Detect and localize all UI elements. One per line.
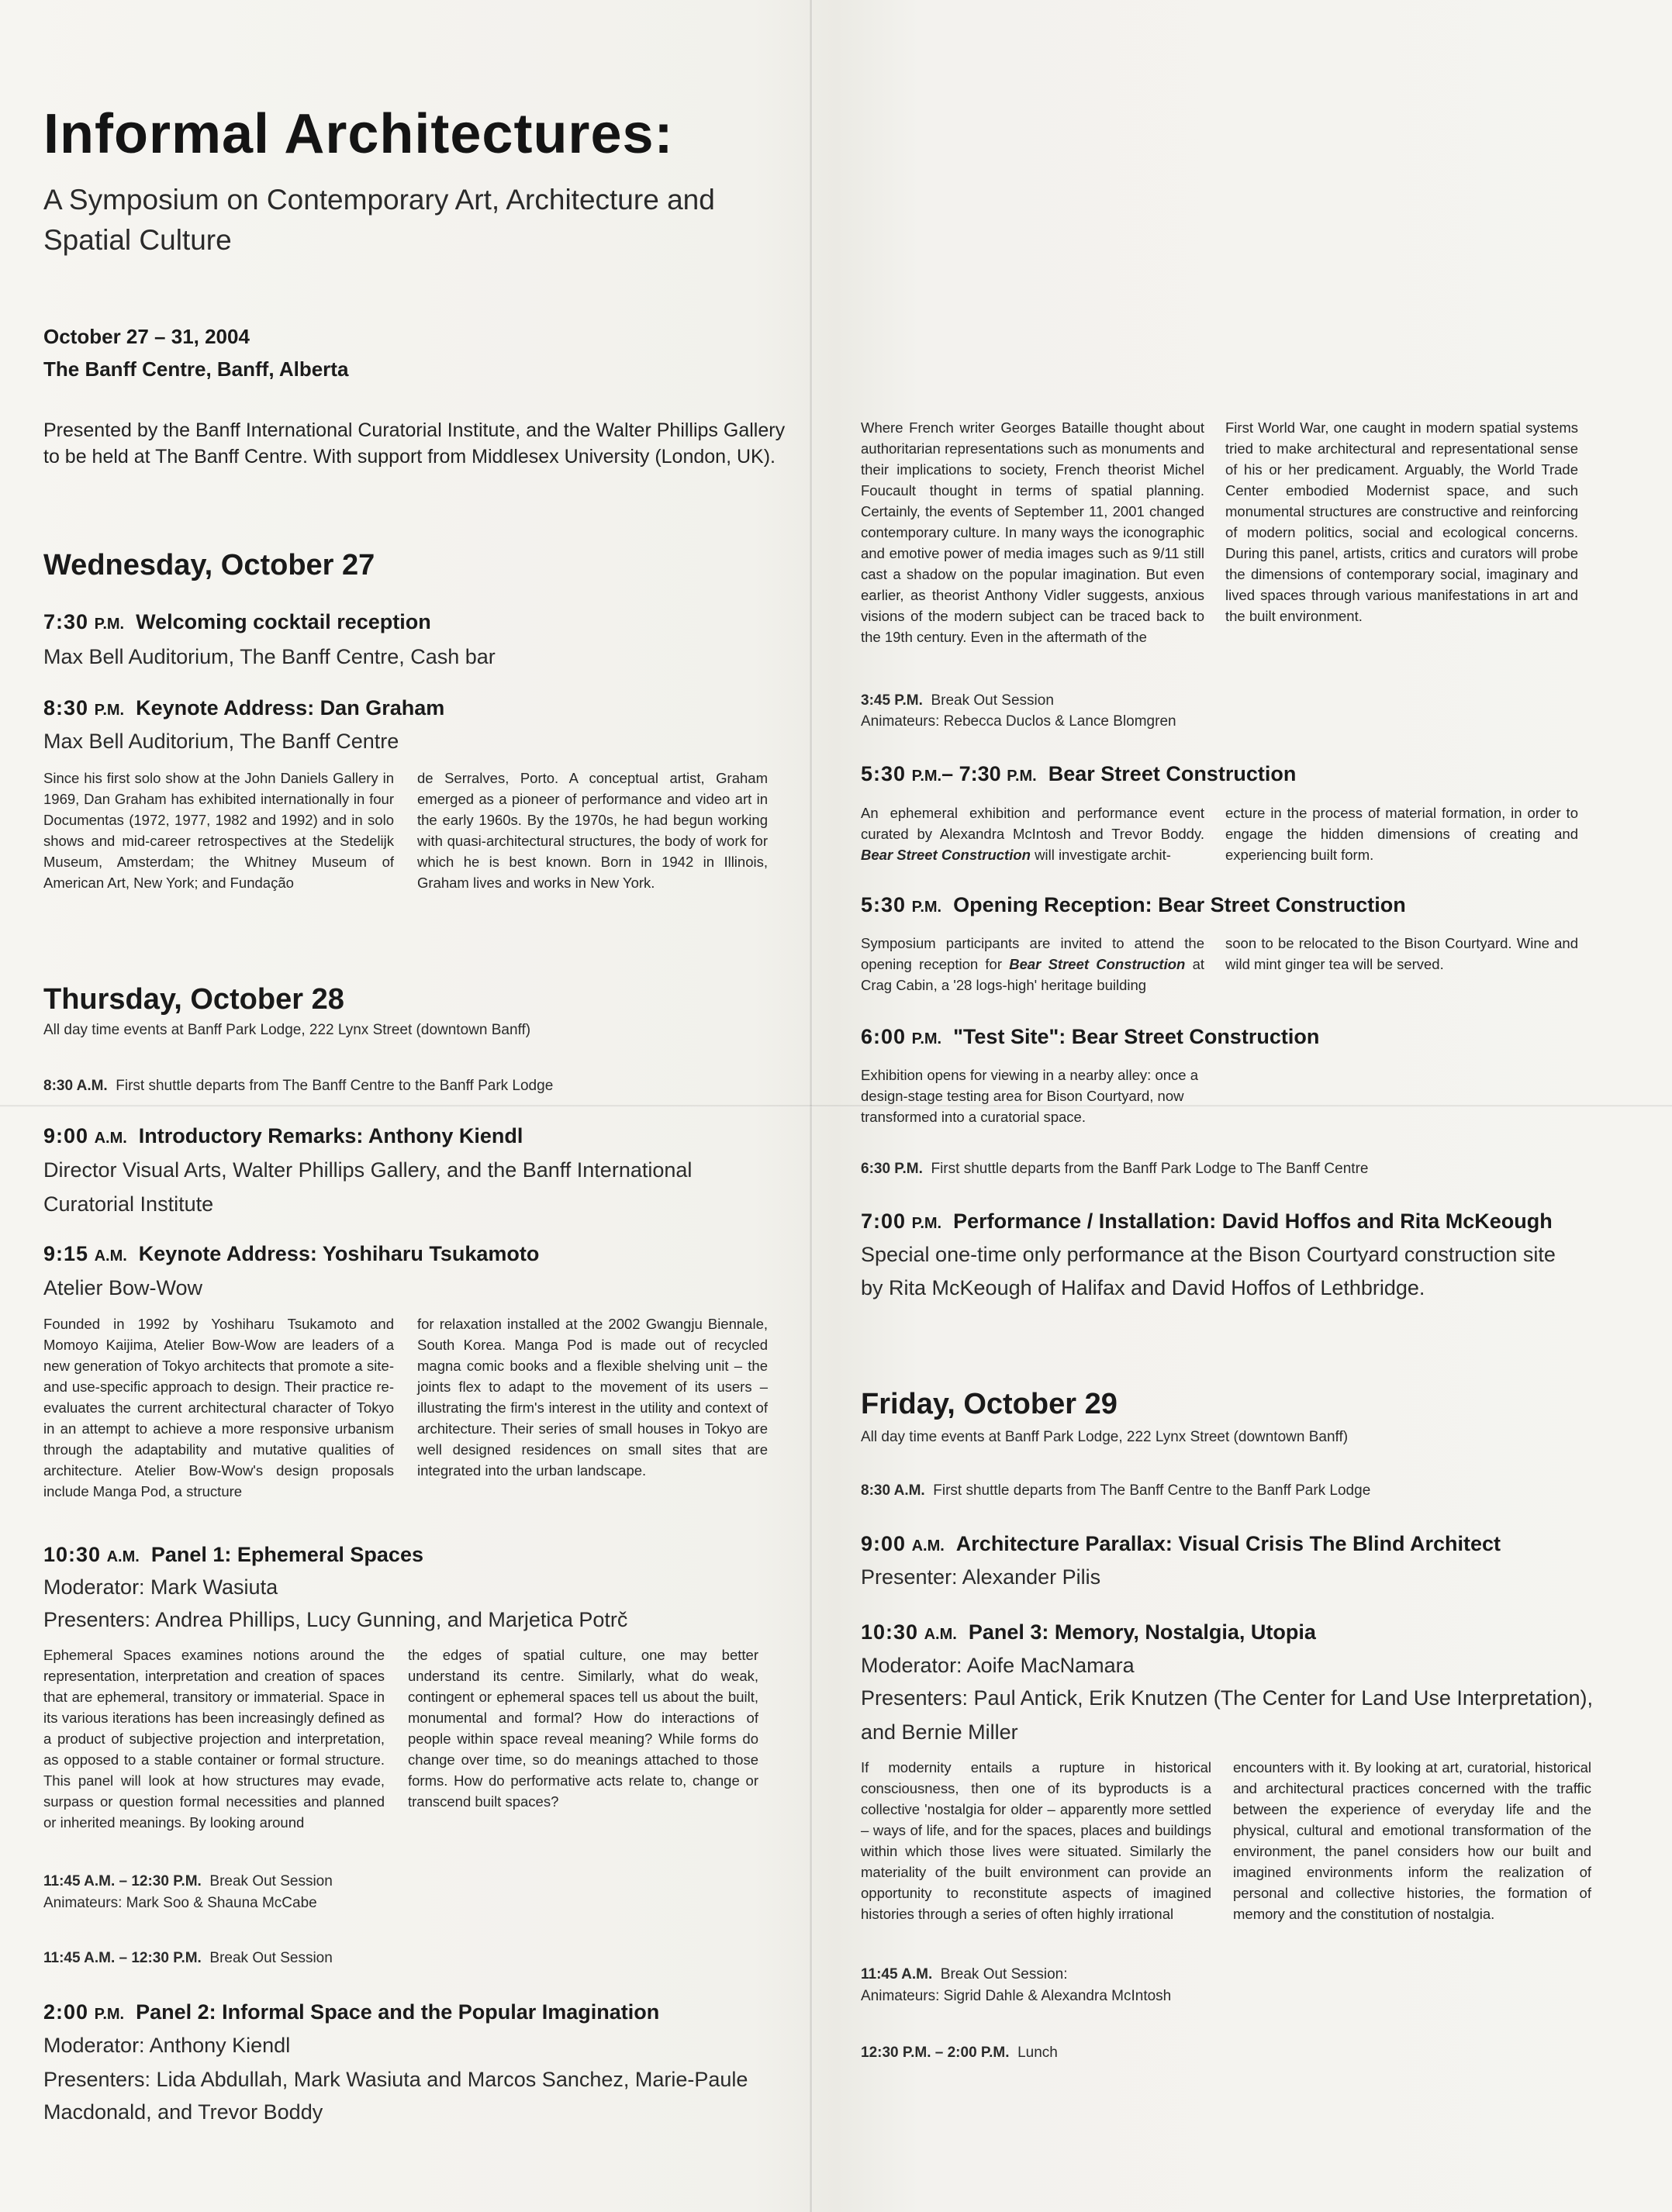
event-presenters: and Bernie Miller: [861, 1720, 1018, 1744]
event-title: 9:00 A.M. Architecture Parallax: Visual Crisis The Blind Architect: [861, 1532, 1501, 1555]
event-title: 10:30 A.M. Panel 1: Ephemeral Spaces: [43, 1543, 423, 1566]
event-description-left: Symposium participants are invited to attend the opening reception for Bear Street Construction at Crag Cabin, a '28 logs-high' heritage building: [861, 935, 1205, 993]
poster-subtitle: A Symposium on Contemporary Art, Architecture and Spatial Culture: [43, 184, 715, 256]
breakout-animateurs: Animateurs: Rebecca Duclos & Lance Blomgren: [861, 713, 1176, 730]
event-venue: The Banff Centre, Banff, Alberta: [43, 357, 349, 381]
event-detail: Director Visual Arts, Walter Phillips Gallery, and the Banff International: [43, 1158, 693, 1182]
shuttle-note: 8:30 A.M. First shuttle departs from The Banff Centre to the Banff Park Lodge: [43, 1078, 554, 1094]
event-description-left: Founded in 1992 by Yoshiharu Tsukamoto and Momoyo Kaijima, Atelier Bow-Wow are leaders of a new generation of Tokyo architects that promote a site-and use-specific approach to design. Their practice re-evaluates the current architectural character of Tokyo in an attempt to achieve a more responsive urbanism through the adaptability and mutative qualities of architecture. Atelier Bow-Wow's design proposals include Manga Pod, a structure: [43, 1316, 394, 1499]
event-title: 7:30 P.M. Welcoming cocktail reception: [43, 610, 431, 633]
event-moderator: Moderator: Aoife MacNamara: [861, 1654, 1135, 1677]
breakout-session: 11:45 A.M. – 12:30 P.M. Break Out Session: [43, 1873, 333, 1889]
event-presenters: Presenters: Andrea Phillips, Lucy Gunning, and Marjetica Potrč: [43, 1608, 628, 1631]
shuttle-note: 6:30 P.M. First shuttle departs from the Banff Park Lodge to The Banff Centre: [861, 1161, 1369, 1177]
breakout-session: 11:45 A.M. – 12:30 P.M. Break Out Session: [43, 1950, 333, 1966]
event-description-right: encounters with it. By looking at art, curatorial, historical and architectural practices concerned with the traffic between the experience of everyday life and the physical, cultural and emotional transformation of the environment, the panel considers how our built and imagined environments inform the realization of personal and collective histories, the formation of memory and the constitution of nostalgia.: [1233, 1759, 1591, 1922]
event-location: Max Bell Auditorium, The Banff Centre: [43, 730, 399, 753]
breakout-animateurs: Animateurs: Sigrid Dahle & Alexandra McIntosh: [861, 1988, 1172, 2004]
event-description-right: for relaxation installed at the 2002 Gwangju Biennale, South Korea. Manga Pod is made out of recycled magna comic books and a flexible shelving unit – the joints flex to adapt to the movement of its users – illustrating the firm's interest in the utility and context of architecture. Their series of small houses in Tokyo are well designed residences on small sites that are integrated into the urban landscape.: [417, 1316, 768, 1479]
presented-by: Presented by the Banff International Curatorial Institute, and the Walter Phillips Gallery to be held at The Banff Centre. With support from Middlesex University (London, UK).: [43, 419, 786, 468]
event-location: Max Bell Auditorium, The Banff Centre, Cash bar: [43, 645, 496, 668]
event-title: 7:00 P.M. Performance / Installation: David Hoffos and Rita McKeough: [861, 1210, 1553, 1233]
day-subheading: All day time events at Banff Park Lodge, 222 Lynx Street (downtown Banff): [861, 1429, 1349, 1445]
event-presenters: Macdonald, and Trevor Boddy: [43, 2100, 323, 2124]
event-description-left: If modernity entails a rupture in historical consciousness, then one of its byproducts is a collective 'nostalgia for older – apparently more settled – ways of life, and for the spaces, places and buildings within which those lives were situated. Similarly the materiality of the built environment can provide an opportunity to reconstitute aspects of imagined histories through a series of often highly irrational: [861, 1759, 1211, 1922]
horizontal-fold-crease: [0, 1105, 1672, 1107]
event-description-left: An ephemeral exhibition and performance event curated by Alexandra McIntosh and Trevor Boddy. Bear Street Construction will investigate archit-: [861, 805, 1204, 863]
event-description-right: de Serralves, Porto. A conceptual artist, Graham emerged as a pioneer of performance and video art in the early 1960s. By the 1970s, he had begun working with quasi-architectural structures, the body of work for which he is best known. Born in 1942 in Illinois, Graham lives and works in New York.: [417, 770, 768, 891]
breakout-animateurs: Animateurs: Mark Soo & Shauna McCabe: [43, 1895, 317, 1911]
event-description-left: Ephemeral Spaces examines notions around the representation, interpretation and creation of spaces that are ephemeral, transitory or immaterial. Space in its various iterations has been increasingly defined as a product of subjective projection and interpretation, as opposed to a stable container or formal structure. This panel will look at how structures may evade, surpass or question formal necessities and planned or inherited meanings. By looking around: [43, 1647, 385, 1831]
poster-title: Informal Architectures:: [43, 103, 674, 165]
event-presenters: Presenters: Paul Antick, Erik Knutzen (The Center for Land Use Interpretation),: [861, 1686, 1593, 1710]
event-detail: Atelier Bow-Wow: [43, 1276, 203, 1299]
day-subheading: All day time events at Banff Park Lodge, 222 Lynx Street (downtown Banff): [43, 1022, 531, 1038]
panel-2-description-left: Where French writer Georges Bataille thought about authoritarian representations such as monuments and their implications to society, French theorist Michel Foucault thought in terms of spatial planning. Certainly, the events of September 11, 2001 changed contemporary culture. In many ways the iconographic and emotive power of media images such as 9/11 still cast a shadow on the popular imagination. But even earlier, as theorist Anthony Vidler suggests, anxious visions of the modern subject can be traced back to the 19th century. Even in the aftermath of the: [861, 419, 1204, 645]
breakout-session: 11:45 A.M. Break Out Session:: [861, 1966, 1068, 1983]
event-title: 5:30 P.M.– 7:30 P.M. Bear Street Construction: [861, 762, 1297, 785]
event-detail: Curatorial Institute: [43, 1192, 214, 1216]
event-description-right: the edges of spatial culture, one may better understand its centre. Similarly, what do weak, contingent or ephemeral spaces tell us about the built, monumental and formal? How do interactions of people within space reveal meaning? While forms do change over time, so do meanings attached to those forms. How do performative acts relate to, change or transcend built spaces?: [408, 1647, 758, 1810]
day-heading-thursday: Thursday, October 28: [43, 983, 344, 1016]
event-description-right: soon to be relocated to the Bison Courtyard. Wine and wild mint ginger tea will be served.: [1225, 935, 1578, 972]
event-description-left: Since his first solo show at the John Daniels Gallery in 1969, Dan Graham has exhibited internationally in four Documentas (1972, 1977, 1982 and 1992) and in solo shows and mid-career retrospectives at the Stedelijk Museum, Amsterdam; the Whitney Museum of American Art, New York; and Fundação: [43, 770, 394, 891]
lunch-break: 12:30 P.M. – 2:00 P.M. Lunch: [861, 2045, 1058, 2061]
event-title: 6:00 P.M. "Test Site": Bear Street Construction: [861, 1025, 1320, 1048]
day-heading-friday: Friday, October 29: [861, 1388, 1118, 1420]
event-moderator: Moderator: Mark Wasiuta: [43, 1575, 278, 1599]
event-dates: October 27 – 31, 2004: [43, 325, 250, 348]
shuttle-note: 8:30 A.M. First shuttle departs from The Banff Centre to the Banff Park Lodge: [861, 1482, 1371, 1499]
event-detail: Special one-time only performance at the Bison Courtyard construction site: [861, 1243, 1556, 1266]
event-title: 9:15 A.M. Keynote Address: Yoshiharu Tsukamoto: [43, 1242, 540, 1265]
breakout-session: 3:45 P.M. Break Out Session: [861, 692, 1054, 709]
day-heading-wednesday: Wednesday, October 27: [43, 549, 375, 581]
event-description: Exhibition opens for viewing in a nearby alley: once a design-stage testing area for Bison Courtyard, now transformed into a curatorial space.: [861, 1067, 1199, 1125]
event-title: 8:30 P.M. Keynote Address: Dan Graham: [43, 696, 445, 720]
event-presenter: Presenter: Alexander Pilis: [861, 1565, 1101, 1589]
event-presenters: Presenters: Lida Abdullah, Mark Wasiuta and Marcos Sanchez, Marie-Paule: [43, 2068, 748, 2091]
event-detail: by Rita McKeough of Halifax and David Hoffos of Lethbridge.: [861, 1276, 1425, 1299]
event-moderator: Moderator: Anthony Kiendl: [43, 2034, 291, 2057]
event-description-right: ecture in the process of material formation, in order to engage the hidden dimensions of creating and experiencing built form.: [1225, 805, 1578, 863]
event-title: 2:00 P.M. Panel 2: Informal Space and the Popular Imagination: [43, 2000, 660, 2024]
event-title: 9:00 A.M. Introductory Remarks: Anthony Kiendl: [43, 1124, 523, 1147]
event-title: 10:30 A.M. Panel 3: Memory, Nostalgia, Utopia: [861, 1620, 1316, 1644]
panel-2-description-right: First World War, one caught in modern spatial systems tried to make architectural and representational sense of his or her predicament. Arguably, the World Trade Center embodied Modernist space, and such monumental structures are constructive and reinforcing of modern politics, social and ecological concerns. During this panel, artists, critics and curators will probe the dimensions of contemporary social, imaginary and lived spaces through various manifestations in art and the built environment.: [1225, 419, 1578, 624]
event-title: 5:30 P.M. Opening Reception: Bear Street Construction: [861, 893, 1406, 916]
